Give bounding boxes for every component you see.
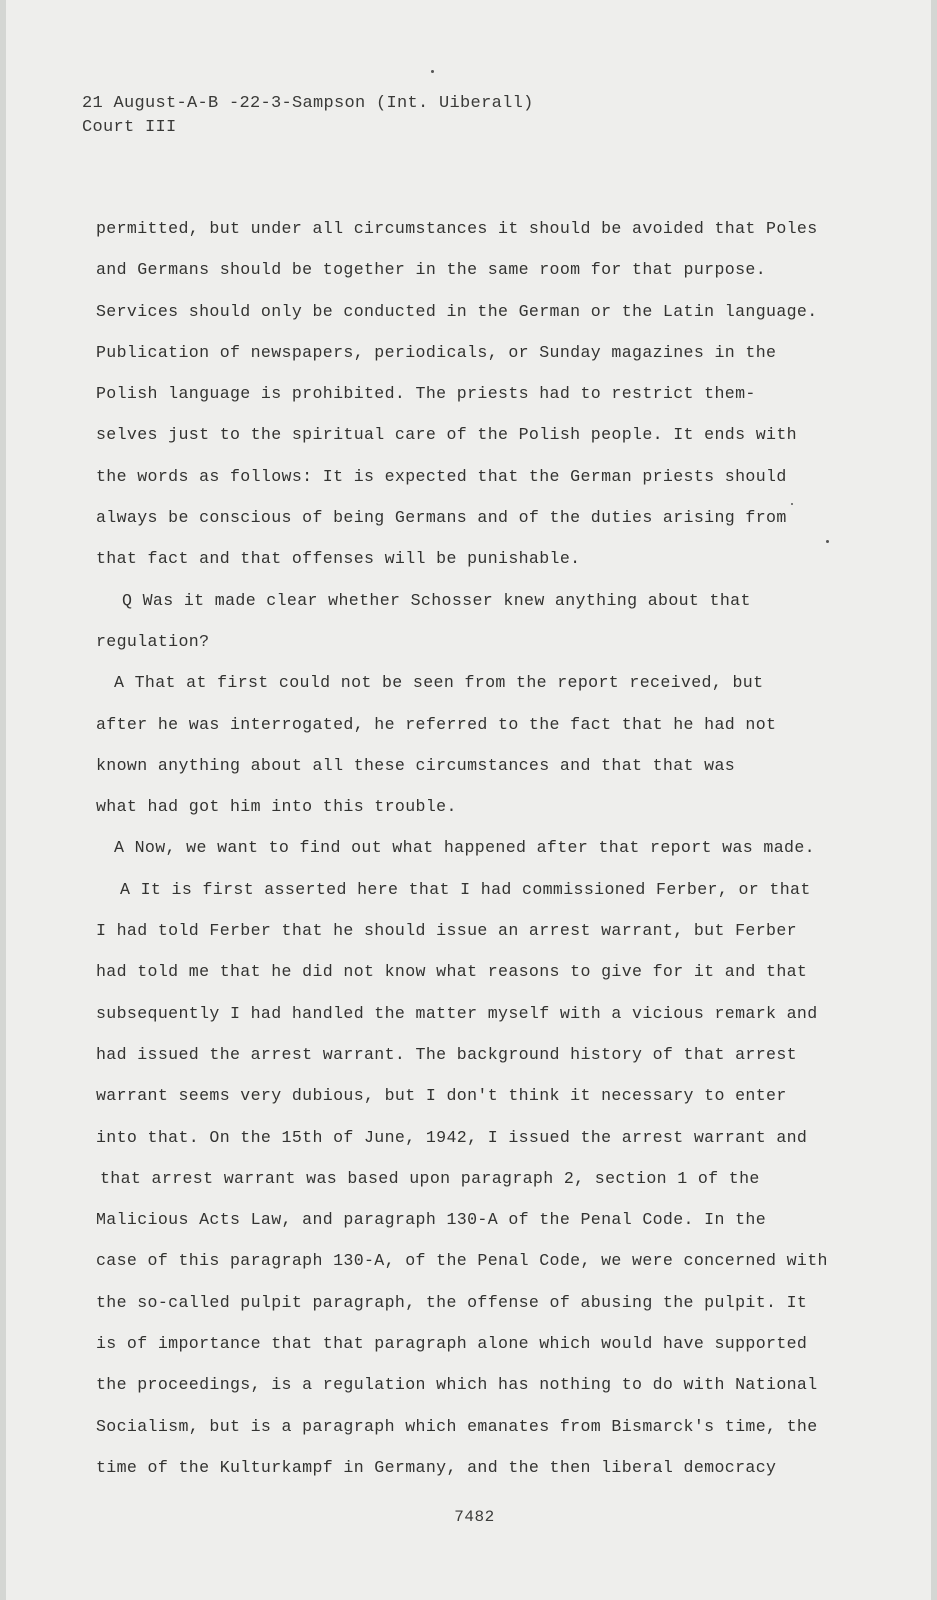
text-line: subsequently I had handled the matter myself with a vicious remark and xyxy=(96,1003,818,1023)
text-line: permitted, but under all circumstances it should be avoided that Poles xyxy=(96,219,818,238)
paper-speck xyxy=(431,70,434,73)
text-line: time of the Kulturkampf in Germany, and the then liberal democracy xyxy=(96,1457,777,1477)
answer-line: A Now, we want to find out what happened after that report was made. xyxy=(114,838,815,858)
page-number: 7482 xyxy=(454,1508,495,1526)
header-court-line: Court III xyxy=(82,118,177,137)
text-line: case of this paragraph 130-A, of the Penal Code, we were concerned with xyxy=(96,1251,828,1271)
text-line: known anything about all these circumstances and that that was xyxy=(96,755,736,775)
text-line: and Germans should be together in the same room for that purpose. xyxy=(96,260,767,280)
text-line: after he was interrogated, he referred to the fact that he had not xyxy=(96,714,777,734)
text-line: had told me that he did not know what reasons to give for it and that xyxy=(96,962,808,982)
transcript-body xyxy=(96,208,856,1488)
text-line: is of importance that that paragraph alone which would have supported xyxy=(96,1334,808,1354)
text-line: selves just to the spiritual care of the Polish people. It ends with xyxy=(96,425,797,445)
text-line: I had told Ferber that he should issue an arrest warrant, but Ferber xyxy=(96,921,797,941)
question-line: Q Was it made clear whether Schosser knew anything about that xyxy=(122,590,751,610)
text-line: Socialism, but is a paragraph which emanates from Bismarck's time, the xyxy=(96,1416,818,1436)
text-line: Polish language is prohibited. The priests had to restrict them- xyxy=(96,384,756,404)
answer-line: A That at first could not be seen from the report received, but xyxy=(114,673,764,693)
text-line: what had got him into this trouble. xyxy=(96,797,457,817)
text-line: warrant seems very dubious, but I don't think it necessary to enter xyxy=(96,1086,787,1106)
text-line: Malicious Acts Law, and paragraph 130-A of the Penal Code. In the xyxy=(96,1210,767,1230)
text-line: the proceedings, is a regulation which has nothing to do with National xyxy=(96,1375,818,1395)
header-session-line: 21 August-A-B -22-3-Sampson (Int. Uiberall) xyxy=(82,94,534,113)
text-line: had issued the arrest warrant. The background history of that arrest xyxy=(96,1044,797,1064)
text-line: that arrest warrant was based upon paragraph 2, section 1 of the xyxy=(100,1168,760,1188)
text-line: that fact and that offenses will be punishable. xyxy=(96,549,581,569)
text-line: the words as follows: It is expected that the German priests should xyxy=(96,466,787,486)
text-line: the so-called pulpit paragraph, the offense of abusing the pulpit. It xyxy=(96,1292,808,1312)
text-line: Services should only be conducted in the German or the Latin language. xyxy=(96,301,818,321)
text-line: regulation? xyxy=(96,631,210,651)
transcript-header xyxy=(82,92,782,140)
answer-line: A It is first asserted here that I had commissioned Ferber, or that xyxy=(120,879,811,899)
text-line: into that. On the 15th of June, 1942, I issued the arrest warrant and xyxy=(96,1127,808,1147)
text-line: always be conscious of being Germans and of the duties arising from xyxy=(96,508,787,528)
text-line: Publication of newspapers, periodicals, or Sunday magazines in the xyxy=(96,342,777,362)
